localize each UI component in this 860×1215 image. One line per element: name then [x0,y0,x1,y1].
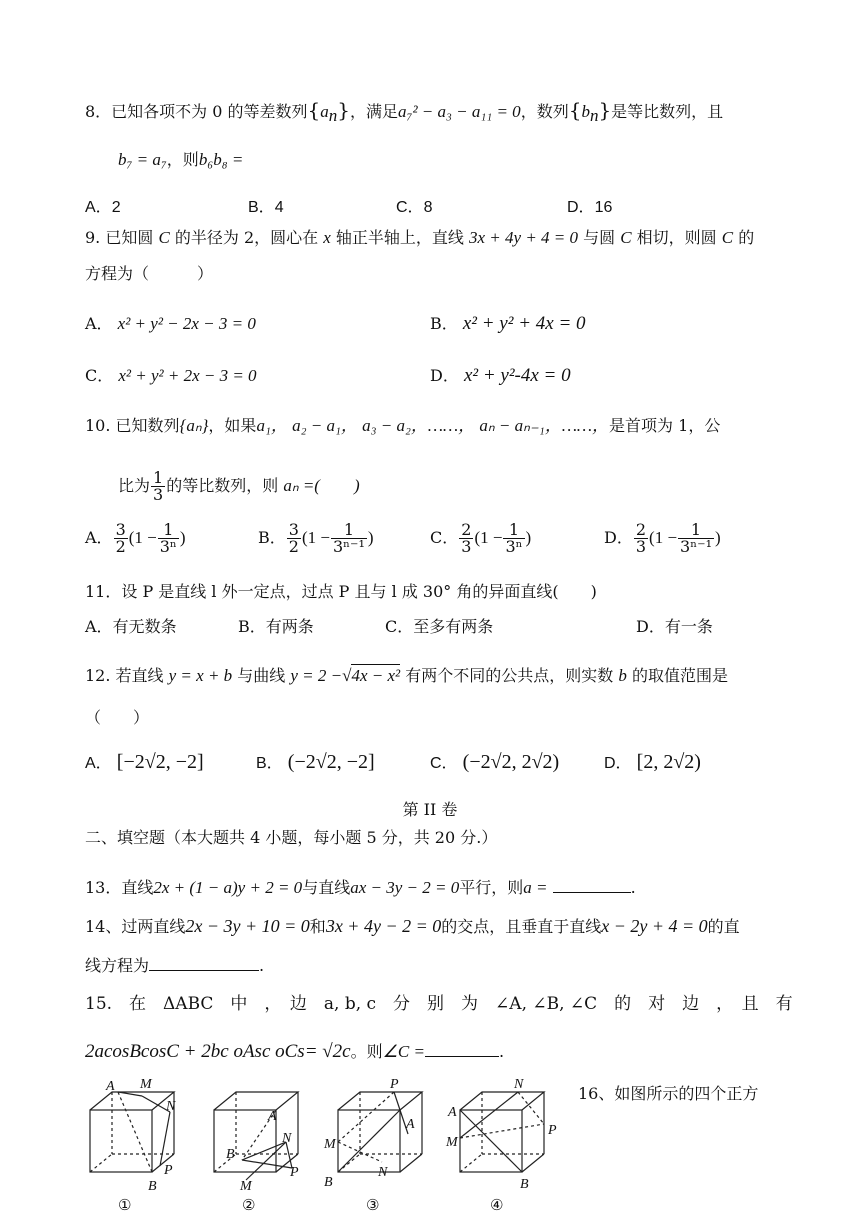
q10-option-b [258,516,374,560]
cube-4-label-b: B [520,1177,529,1192]
q10-option-c-coef-den: 3 [461,537,472,556]
cube-1-figure [90,1092,174,1172]
q12-option-c [430,752,559,774]
q8-option-a-value: 2 [111,199,121,216]
q15-stem: 15. 在 ΔABC 中 ， 边 a, b, c 分 别 为 ∠A, ∠B, ∠C 的 对 边 ， 且 有 [85,994,793,1014]
q16-stem: 16、如图所示的四个正方 [578,1084,759,1103]
q10-option-a [85,516,186,560]
q8-line2-a: b₇ = a₇ [118,150,167,169]
q10-option-d-paren: (1 − [649,528,678,547]
q8-seq-a-sub: n [328,106,338,126]
q15-ask: ∠C = [382,1042,425,1061]
cube-2-label-p: P [290,1165,299,1180]
q10-option-d-label: D． [604,528,633,547]
q14-stem-c: 的交点，且垂直于直线 [441,917,602,936]
cube-4-label-a: A [448,1105,457,1120]
q15-eq: 2acosBcosC + 2bc oAsc oCs= √2c [85,1041,351,1062]
q14-line2-text: 线方程为 [85,956,150,975]
cube-1-label-n: N [166,1099,176,1114]
q13-line [85,876,636,898]
q9-option-d [430,366,571,386]
q12-option-a-label: A． [85,755,112,772]
q9-option-a-value: x² + y² − 2x − 3 = 0 [117,314,256,333]
q9-x: x [323,228,331,247]
cube-3-label-n: N [378,1165,388,1180]
cube-1-label-b: B [148,1179,157,1194]
cube-figures [82,1072,572,1215]
q10-line1 [85,416,720,436]
q10-option-c-inner-num: 1 [503,522,524,539]
q9-option-d-value: x² + y²-4x = 0 [463,365,571,386]
q12-line1: 12. 若直线 y = x + b 与曲线 y = 2 −√4x − x² 有两个不同的公共点，则实数 b 的取值范围是 [85,666,728,685]
q9-stem-f: 的 [738,228,755,247]
q10-option-d-inner-den: 3ⁿ⁻¹ [680,537,712,556]
q15-answer-blank[interactable] [425,1040,499,1057]
q11-option-b [238,617,314,637]
q10-option-d-inner-num: 1 [678,522,714,539]
q11-option-a [85,617,177,637]
cube-2-label-n: N [282,1131,292,1146]
q12-option-d-label: D． [604,755,632,772]
q10-ratio-den: 3 [153,485,164,504]
q9-stem-e: 相切，则圆 [636,228,717,247]
q9-option-c-label: C． [85,366,114,385]
q13-answer-blank[interactable] [553,876,631,893]
q12-option-d-value: [2, 2√2) [636,751,701,773]
q12-option-d [604,752,701,774]
q8-line2 [118,150,243,170]
q13-ask: a = [523,878,548,897]
q8-option-a-label: A． [85,199,112,216]
q10-option-b-label: B． [258,528,286,547]
q10-terms: a₁， a₂ − a₁， a₃ − a₂，……， aₙ − aₙ₋₁，……， [256,416,610,435]
q9-c2: C [620,228,632,247]
q12-stem-d: 的取值范围是 [631,666,728,685]
q8-option-d-value: 16 [594,199,613,216]
q13-stem-c: 平行，则 [459,878,524,897]
q9-line1 [85,228,754,248]
q14-stem-d: 的直 [707,917,740,936]
q10-option-b-inner-num: 1 [331,522,367,539]
q12-line: y = x + b [168,666,233,685]
q10-option-c-paren: (1 − [474,528,503,547]
q10-stem-c: 是首项为 1，公 [609,416,721,435]
q12-option-b [256,752,375,774]
q9-option-b-value: x² + y² + 4x = 0 [462,313,586,334]
q9-option-c-value: x² + y² + 2x − 3 = 0 [118,366,257,385]
figure-label-4: ④ [490,1196,504,1214]
q10-option-c [430,516,531,560]
q10-line2-a: 比为 [118,476,151,495]
q13-stem-b: 与直线 [302,878,351,897]
figure-label-3: ③ [366,1196,380,1214]
q8-stem-d: 是等比数列，且 [611,102,724,121]
cube-3-label-a: A [406,1117,415,1132]
q12-option-a [85,752,204,774]
q12-option-b-value: (−2√2, −2] [287,751,375,773]
q8-option-c-label: C． [396,199,424,216]
q8-line1: 8．已知各项不为 0 的等差数列$\{a_n\}$，满足a₇² − a₃ − a₁₁ = 0，数列$\{b_n\}$是等比数列，且 [85,98,724,126]
q10-option-a-inner-den: 3ⁿ [159,537,177,556]
q14-stem-a: 14、过两直线 [85,917,186,936]
q11-option-c [385,617,493,637]
q8-option-b-label: B． [248,199,275,216]
q15-line2 [85,1040,504,1062]
q14-end: . [259,956,265,975]
q10-option-c-label: C． [430,528,459,547]
q11-option-d-label: D． [636,617,665,636]
q13-line2: ax − 3y − 2 = 0 [350,878,460,897]
q11-option-d-value: 有一条 [664,617,713,636]
q9-option-a-label: A． [85,314,113,333]
q11-option-b-value: 有两条 [265,617,314,636]
q8-seq-a: a [320,102,329,121]
q12-option-a-value: [−2√2, −2] [116,751,204,773]
q8-stem-c: ，数列 [520,102,569,121]
q10-line2-b: 的等比数列，则 [166,476,279,495]
q13-line1: 2x + (1 − a)y + 2 = 0 [153,878,303,897]
figure-label-2: ② [242,1196,256,1214]
q9-option-a [85,314,256,334]
q14-answer-blank[interactable] [149,954,259,971]
cube-3-label-m: M [324,1137,336,1152]
q15-stem-b: 。则 [350,1042,383,1061]
q8-option-c [396,198,432,218]
q8-line2-c: b₆b₈ = [198,150,244,169]
cube-3-label-b: B [324,1175,333,1190]
q10-option-d-coef-num: 2 [635,520,647,539]
q10-stem-b: ，如果 [208,416,257,435]
q10-option-a-coef-num: 3 [115,520,126,539]
cube-4-figure [460,1092,544,1172]
cube-2-label-m: M [240,1179,252,1194]
q8-option-c-value: 8 [423,199,433,216]
q9-stem-a: 9. 已知圆 [85,228,154,247]
q12-curve-a: y = 2 − [290,666,343,685]
q11-option-b-label: B． [238,617,266,636]
q8-seq-b: b [581,102,590,121]
cube-2-label-b: B [226,1147,235,1162]
q9-c3: C [721,228,734,247]
q12-stem-b: 与曲线 [237,666,286,685]
q12-option-b-label: B． [256,755,283,772]
q10-option-c-inner-den: 3ⁿ [505,537,523,556]
q12-option-c-label: C． [430,755,458,772]
q10-option-c-coef-num: 2 [461,520,472,539]
q8-option-a [85,198,121,218]
q9-option-c [85,366,257,386]
q8-option-b-value: 4 [274,199,284,216]
q10-ratio-num: 1 [153,468,164,487]
q8-stem: 8．已知各项不为 0 的等差数列 [85,102,308,121]
q14-line2: 3x + 4y − 2 = 0 [325,916,442,936]
q13-stem-a: 13．直线 [85,878,154,897]
q10-option-b-inner-den: 3ⁿ⁻¹ [332,537,365,556]
q9-stem-b: 的半径为 2，圆心在 [174,228,319,247]
q9-option-d-label: D． [430,366,459,385]
q10-option-c-close: ) [525,528,532,547]
q15-end: . [498,1042,505,1061]
q9-stem-d: 与圆 [583,228,616,247]
q9-stem-c: 轴正半轴上，直线 [335,228,464,247]
part2-title: 第 II 卷 [402,800,458,819]
cube-4-label-m: M [446,1135,458,1150]
q11-option-a-value: 有无数条 [112,617,177,636]
q9-option-b-label: B． [430,314,458,333]
figure-label-1: ① [118,1196,132,1214]
q12-line2: （ ） [85,708,150,727]
q8-option-d-label: D． [567,199,595,216]
q10-option-a-paren: (1 − [128,528,157,547]
q10-option-a-inner-num: 1 [158,522,179,539]
q10-option-d [604,516,721,560]
q13-end: . [630,878,636,897]
q8-line2-b: ，则 [166,150,199,169]
q10-seq: {aₙ} [179,416,209,435]
q9-c1: C [158,228,170,247]
q10-option-b-paren: (1 − [301,528,330,547]
q11-option-c-value: 至多有两条 [413,617,494,636]
cube-4-label-p: P [548,1123,557,1138]
cube-3-figure [338,1092,422,1172]
q14-stem-b: 和 [309,917,326,936]
q12-stem-c: 有两个不同的公共点，则实数 [405,666,614,685]
q11-option-c-label: C． [385,617,414,636]
q9-line2-text: 方程为（ ） [85,264,214,283]
q10-option-a-coef-den: 2 [115,537,126,556]
cube-1-label-p: P [164,1163,173,1178]
q14-line1: 2x − 3y + 10 = 0 [185,916,310,936]
q8-seq-b-sub: n [589,106,599,126]
q11-option-a-label: A． [85,617,113,636]
q10-option-b-coef-num: 3 [288,520,299,539]
q8-option-b [248,198,284,218]
q10-option-a-label: A． [85,528,113,547]
q10-option-a-close: ) [179,528,186,547]
q10-option-b-close: ) [367,528,374,547]
q11-option-d [636,617,713,637]
q14-line3: x − 2y + 4 = 0 [601,916,708,936]
q10-stem-a: 10. 已知数列 [85,416,180,435]
q10-option-d-close: ) [715,528,721,547]
q10-option-d-coef-den: 3 [635,537,647,556]
q12-stem-a: 12. 若直线 [85,666,164,685]
q8-condition: a₇² − a₃ − a₁₁ = 0 [398,102,521,121]
q12-option-c-value: (−2√2, 2√2) [462,751,560,773]
q11-stem: 11．设 P 是直线 l 外一定点，过点 P 且与 l 成 30° 角的异面直线( ) [85,582,597,601]
q10-ratio-fraction [151,470,165,503]
q10-line2-c: aₙ =( ) [283,476,360,495]
cube-1-label-a: A [106,1079,115,1094]
q8-stem-b: ，满足 [350,102,399,121]
q14-line2 [85,954,264,976]
q9-line: 3x + 4y + 4 = 0 [469,228,579,247]
q8-option-d [567,198,612,218]
part2-section: 二、填空题（本大题共 4 小题，每小题 5 分，共 20 分.） [85,828,498,847]
q12-b: b [618,666,627,685]
cube-4-label-n: N [514,1077,524,1092]
cube-2-label-a: A [268,1109,277,1124]
cube-3-label-p: P [390,1077,399,1092]
q10-line2 [118,464,360,508]
q14-line1 [85,916,740,937]
cube-1-label-m: M [140,1077,152,1092]
q10-option-b-coef-den: 2 [288,537,299,556]
q12-curve-sqrt: 4x − x² [351,666,401,685]
q9-option-b [430,314,586,334]
q9-line2 [85,264,213,284]
